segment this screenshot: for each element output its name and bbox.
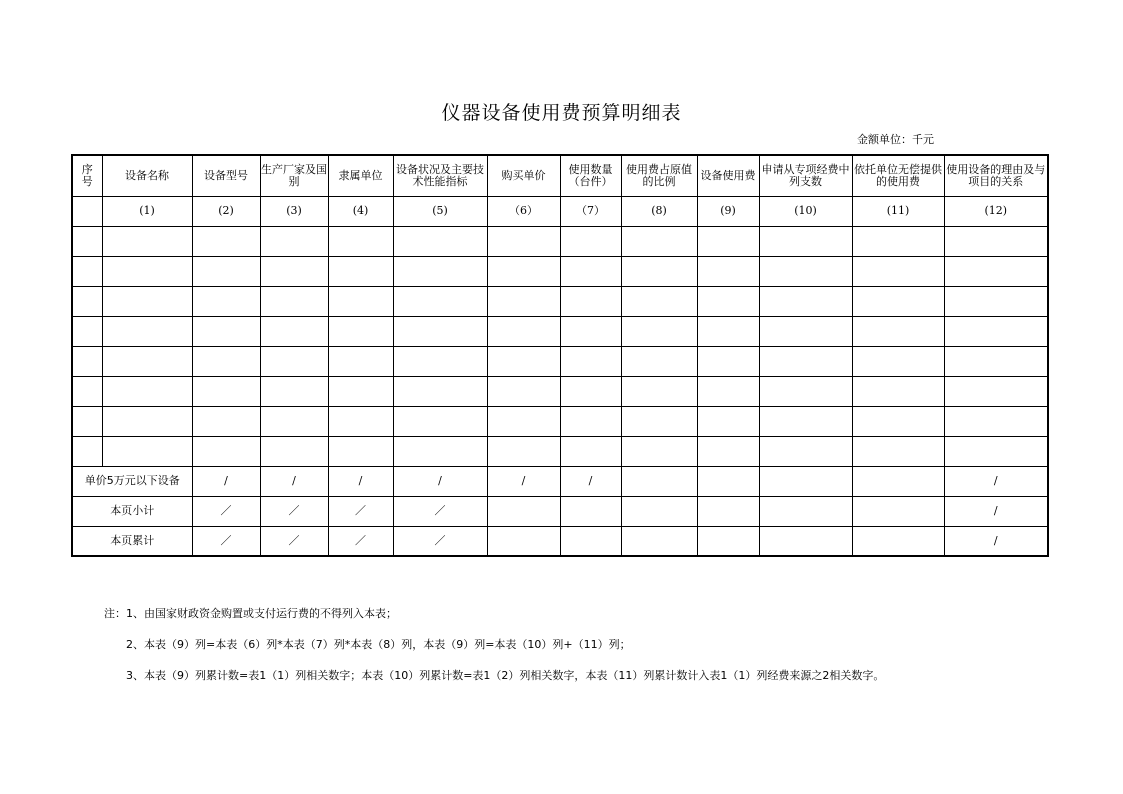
- table-cell: [393, 346, 487, 376]
- column-number-cell: (3): [260, 196, 328, 226]
- header-cell: 使用费占原值的比例: [621, 155, 697, 196]
- table-cell: [944, 226, 1048, 256]
- table-cell: [487, 406, 560, 436]
- table-cell: [328, 346, 393, 376]
- table-cell: [759, 316, 852, 346]
- table-cell: [621, 436, 697, 466]
- table-cell: [852, 376, 944, 406]
- table-cell: [487, 346, 560, 376]
- table-cell: [102, 436, 192, 466]
- table-cell: [487, 436, 560, 466]
- table-cell: [560, 436, 621, 466]
- table-cell: [328, 286, 393, 316]
- table-cell: [102, 316, 192, 346]
- table-cell: [560, 226, 621, 256]
- header-cell: 申请从专项经费中列支数: [759, 155, 852, 196]
- summary-cell: [487, 496, 560, 526]
- table-cell: [102, 226, 192, 256]
- table-cell: [260, 256, 328, 286]
- summary-cell: [621, 496, 697, 526]
- table-cell: [192, 256, 260, 286]
- table-cell: [328, 406, 393, 436]
- table-cell: [697, 346, 759, 376]
- table-cell: [72, 316, 102, 346]
- summary-cell: /: [393, 466, 487, 496]
- summary-cell: /: [944, 466, 1048, 496]
- table-cell: [260, 436, 328, 466]
- table-cell: [852, 286, 944, 316]
- table-cell: [102, 346, 192, 376]
- table-cell: [621, 406, 697, 436]
- table-cell: [697, 286, 759, 316]
- table-cell: [393, 406, 487, 436]
- header-cell: 依托单位无偿提供的使用费: [852, 155, 944, 196]
- table-cell: [852, 436, 944, 466]
- summary-cell: /: [328, 466, 393, 496]
- summary-cell: ／: [192, 496, 260, 526]
- table-cell: [944, 316, 1048, 346]
- table-cell: [192, 286, 260, 316]
- table-cell: [560, 406, 621, 436]
- header-cell: 隶属单位: [328, 155, 393, 196]
- table-cell: [944, 256, 1048, 286]
- table-cell: [697, 256, 759, 286]
- table-cell: [759, 256, 852, 286]
- table-cell: [72, 286, 102, 316]
- table-cell: [260, 316, 328, 346]
- table-cell: [560, 316, 621, 346]
- amount-unit-label: 金额单位：千元: [857, 133, 934, 146]
- table-cell: [759, 286, 852, 316]
- page-title: 仪器设备使用费预算明细表: [441, 102, 682, 124]
- summary-cell: /: [944, 526, 1048, 556]
- table-cell: [697, 226, 759, 256]
- table-cell: [759, 406, 852, 436]
- summary-cell: ／: [328, 526, 393, 556]
- table-cell: [393, 226, 487, 256]
- column-number-cell: (1): [102, 196, 192, 226]
- table-cell: [102, 256, 192, 286]
- column-number-cell: （7）: [560, 196, 621, 226]
- summary-row-page-subtotal: [72, 496, 1048, 526]
- table-cell: [944, 406, 1048, 436]
- summary-cell: [487, 526, 560, 556]
- table-row: [72, 256, 1048, 286]
- table-cell: [192, 226, 260, 256]
- table-cell: [102, 406, 192, 436]
- table-cell: [944, 286, 1048, 316]
- column-number-cell: (8): [621, 196, 697, 226]
- table-cell: [393, 376, 487, 406]
- table-cell: [697, 406, 759, 436]
- table-cell: [697, 376, 759, 406]
- table-cell: [328, 256, 393, 286]
- table-cell: [944, 436, 1048, 466]
- footnote-1: 注：1、由国家财政资金购置或支付运行费的不得列入本表；: [104, 607, 397, 620]
- table-cell: [102, 286, 192, 316]
- table-cell: [72, 406, 102, 436]
- table-row: [72, 406, 1048, 436]
- summary-cell: ／: [393, 496, 487, 526]
- summary-cell: [759, 526, 852, 556]
- table-cell: [393, 286, 487, 316]
- table-cell: [260, 226, 328, 256]
- table-cell: [72, 226, 102, 256]
- table-cell: [192, 316, 260, 346]
- table-cell: [560, 346, 621, 376]
- table-cell: [192, 436, 260, 466]
- table-cell: [72, 346, 102, 376]
- table-cell: [72, 376, 102, 406]
- summary-cell: ／: [260, 496, 328, 526]
- summary-cell: /: [944, 496, 1048, 526]
- table-cell: [944, 346, 1048, 376]
- table-cell: [759, 436, 852, 466]
- summary-cell: [560, 526, 621, 556]
- table-row: [72, 286, 1048, 316]
- table-cell: [260, 406, 328, 436]
- summary-label: 单价5万元以下设备: [72, 466, 192, 496]
- summary-cell: /: [560, 466, 621, 496]
- summary-cell: ／: [328, 496, 393, 526]
- table-cell: [621, 286, 697, 316]
- header-cell: 设备名称: [102, 155, 192, 196]
- table-cell: [560, 286, 621, 316]
- header-cell: 设备使用费: [697, 155, 759, 196]
- table-cell: [487, 316, 560, 346]
- summary-cell: ／: [393, 526, 487, 556]
- empty-data-rows: [72, 226, 1048, 466]
- table-cell: [621, 376, 697, 406]
- table-cell: [621, 256, 697, 286]
- header-row: [72, 155, 1048, 196]
- summary-rows: [72, 466, 1048, 556]
- column-number-cell: （6）: [487, 196, 560, 226]
- equipment-budget-table: [71, 154, 1049, 557]
- table-cell: [192, 406, 260, 436]
- header-cell: 使用数量（台件）: [560, 155, 621, 196]
- table-row: [72, 436, 1048, 466]
- header-cell: 生产厂家及国别: [260, 155, 328, 196]
- summary-cell: [697, 496, 759, 526]
- summary-cell: /: [260, 466, 328, 496]
- table-cell: [852, 256, 944, 286]
- table-cell: [852, 316, 944, 346]
- header-cell: 设备状况及主要技术性能指标: [393, 155, 487, 196]
- summary-cell: [560, 496, 621, 526]
- header-cell: 使用设备的理由及与项目的关系: [944, 155, 1048, 196]
- table-cell: [328, 316, 393, 346]
- summary-label: 本页小计: [72, 496, 192, 526]
- table-cell: [697, 316, 759, 346]
- summary-cell: /: [192, 466, 260, 496]
- footnote-2: 2、本表（9）列=本表（6）列*本表（7）列*本表（8）列，本表（9）列=本表（10）列+（11）列；: [126, 638, 631, 651]
- table-cell: [393, 436, 487, 466]
- table-cell: [192, 376, 260, 406]
- table-cell: [560, 256, 621, 286]
- summary-cell: [697, 526, 759, 556]
- table-cell: [260, 286, 328, 316]
- summary-cell: [697, 466, 759, 496]
- column-number-cell: (9): [697, 196, 759, 226]
- summary-cell: [759, 466, 852, 496]
- table-cell: [852, 346, 944, 376]
- table-cell: [621, 226, 697, 256]
- summary-cell: [852, 526, 944, 556]
- table-cell: [697, 436, 759, 466]
- column-number-cell: (5): [393, 196, 487, 226]
- column-number-cell: (10): [759, 196, 852, 226]
- table-cell: [487, 256, 560, 286]
- table-cell: [72, 436, 102, 466]
- table-cell: [393, 316, 487, 346]
- summary-cell: [621, 526, 697, 556]
- table-cell: [560, 376, 621, 406]
- table-cell: [328, 376, 393, 406]
- column-number-cell: (12): [944, 196, 1048, 226]
- footnotes: [104, 598, 884, 691]
- summary-cell: ／: [260, 526, 328, 556]
- table-cell: [487, 286, 560, 316]
- summary-cell: /: [487, 466, 560, 496]
- table-cell: [393, 256, 487, 286]
- table-cell: [260, 376, 328, 406]
- table-cell: [759, 226, 852, 256]
- table-cell: [260, 346, 328, 376]
- column-number-cell: (11): [852, 196, 944, 226]
- column-number-cell: (4): [328, 196, 393, 226]
- table-cell: [487, 376, 560, 406]
- table-cell: [852, 226, 944, 256]
- table-row: [72, 346, 1048, 376]
- table-cell: [328, 226, 393, 256]
- table-cell: [72, 256, 102, 286]
- table-cell: [192, 346, 260, 376]
- column-number-cell: (2): [192, 196, 260, 226]
- summary-cell: ／: [192, 526, 260, 556]
- table-row: [72, 376, 1048, 406]
- column-number-cell: [72, 196, 102, 226]
- table-cell: [852, 406, 944, 436]
- summary-cell: [621, 466, 697, 496]
- footnote-3: 3、本表（9）列累计数=表1（1）列相关数字；本表（10）列累计数=表1（2）列相关数字，本表（11）列累计数计入表1（1）列经费来源之2相关数字。: [126, 669, 885, 682]
- table-cell: [102, 376, 192, 406]
- summary-cell: [852, 496, 944, 526]
- summary-row-under-50k: [72, 466, 1048, 496]
- summary-cell: [759, 496, 852, 526]
- summary-row-page-cumulative: [72, 526, 1048, 556]
- table-cell: [944, 376, 1048, 406]
- table-cell: [621, 346, 697, 376]
- table-cell: [759, 376, 852, 406]
- summary-cell: [852, 466, 944, 496]
- table-cell: [328, 436, 393, 466]
- table-cell: [621, 316, 697, 346]
- table-cell: [487, 226, 560, 256]
- header-cell: 序号: [72, 155, 102, 196]
- header-cell: 购买单价: [487, 155, 560, 196]
- column-number-row: [72, 196, 1048, 226]
- table-row: [72, 226, 1048, 256]
- header-cell: 设备型号: [192, 155, 260, 196]
- summary-label: 本页累计: [72, 526, 192, 556]
- table-cell: [759, 346, 852, 376]
- table-row: [72, 316, 1048, 346]
